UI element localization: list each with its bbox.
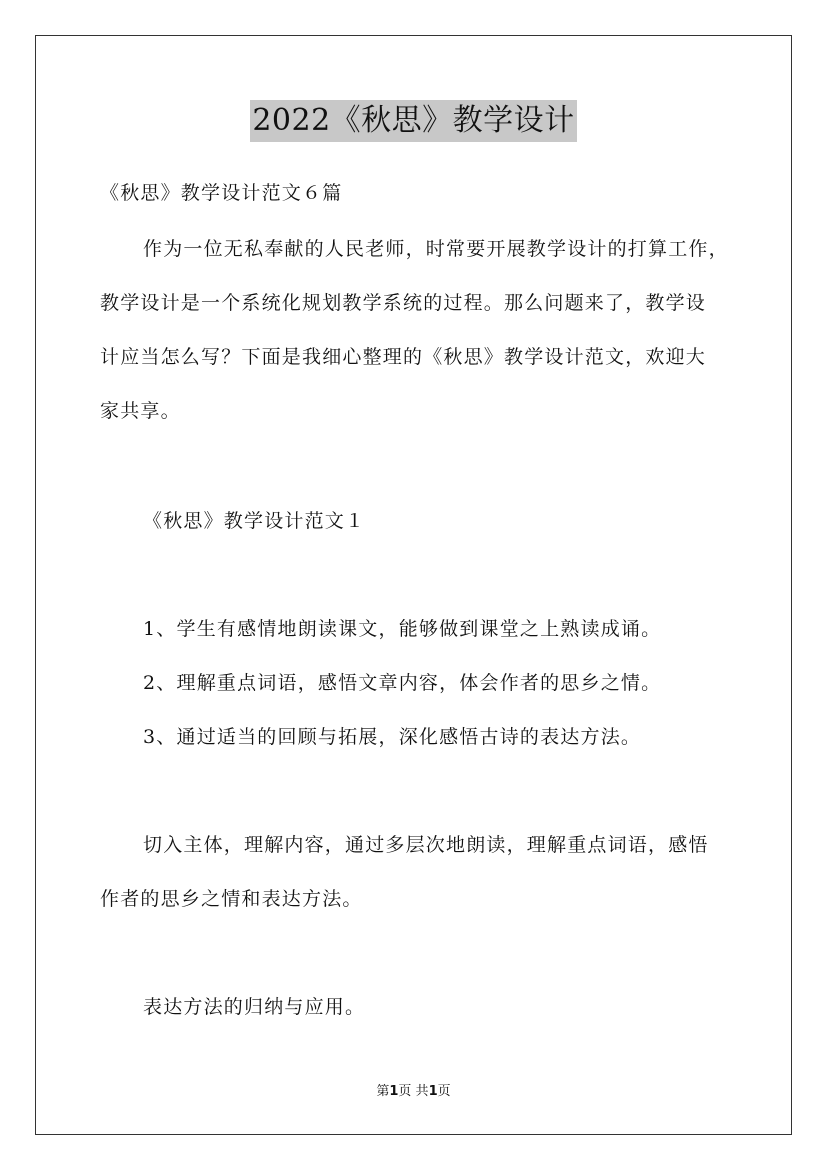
intro-line: 家共享。 bbox=[100, 400, 181, 422]
difficulty-line: 表达方法的归纳与应用。 bbox=[143, 996, 366, 1018]
footer-suffix: 页 bbox=[437, 1084, 451, 1099]
title-container bbox=[0, 100, 827, 142]
key-points-line: 切入主体，理解内容，通过多层次地朗读，理解重点词语，感悟 bbox=[143, 834, 709, 856]
document-title: 2022《秋思》教学设计 bbox=[250, 100, 576, 142]
key-points-line: 作者的思乡之情和表达方法。 bbox=[100, 888, 363, 910]
footer-prefix: 第 bbox=[376, 1084, 390, 1099]
section-heading: 《秋思》教学设计范文１ bbox=[143, 510, 366, 532]
footer-mid: 页 共 bbox=[398, 1084, 429, 1099]
objective-item: 2、理解重点词语，感悟文章内容，体会作者的思乡之情。 bbox=[143, 672, 662, 694]
intro-line: 计应当怎么写？下面是我细心整理的《秋思》教学设计范文，欢迎大 bbox=[100, 346, 707, 368]
footer-page-total: 1 bbox=[428, 1084, 438, 1099]
objective-item: 1、学生有感情地朗读课文，能够做到课堂之上熟读成诵。 bbox=[143, 618, 662, 640]
page-footer bbox=[0, 1083, 827, 1101]
footer-page-current: 1 bbox=[389, 1084, 399, 1099]
intro-line: 作为一位无私奉献的人民老师，时常要开展教学设计的打算工作， bbox=[143, 238, 729, 260]
intro-line: 教学设计是一个系统化规划教学系统的过程。那么问题来了，教学设 bbox=[100, 292, 707, 314]
document-subtitle: 《秋思》教学设计范文６篇 bbox=[100, 182, 343, 204]
objective-item: 3、通过适当的回顾与拓展，深化感悟古诗的表达方法。 bbox=[143, 726, 642, 748]
